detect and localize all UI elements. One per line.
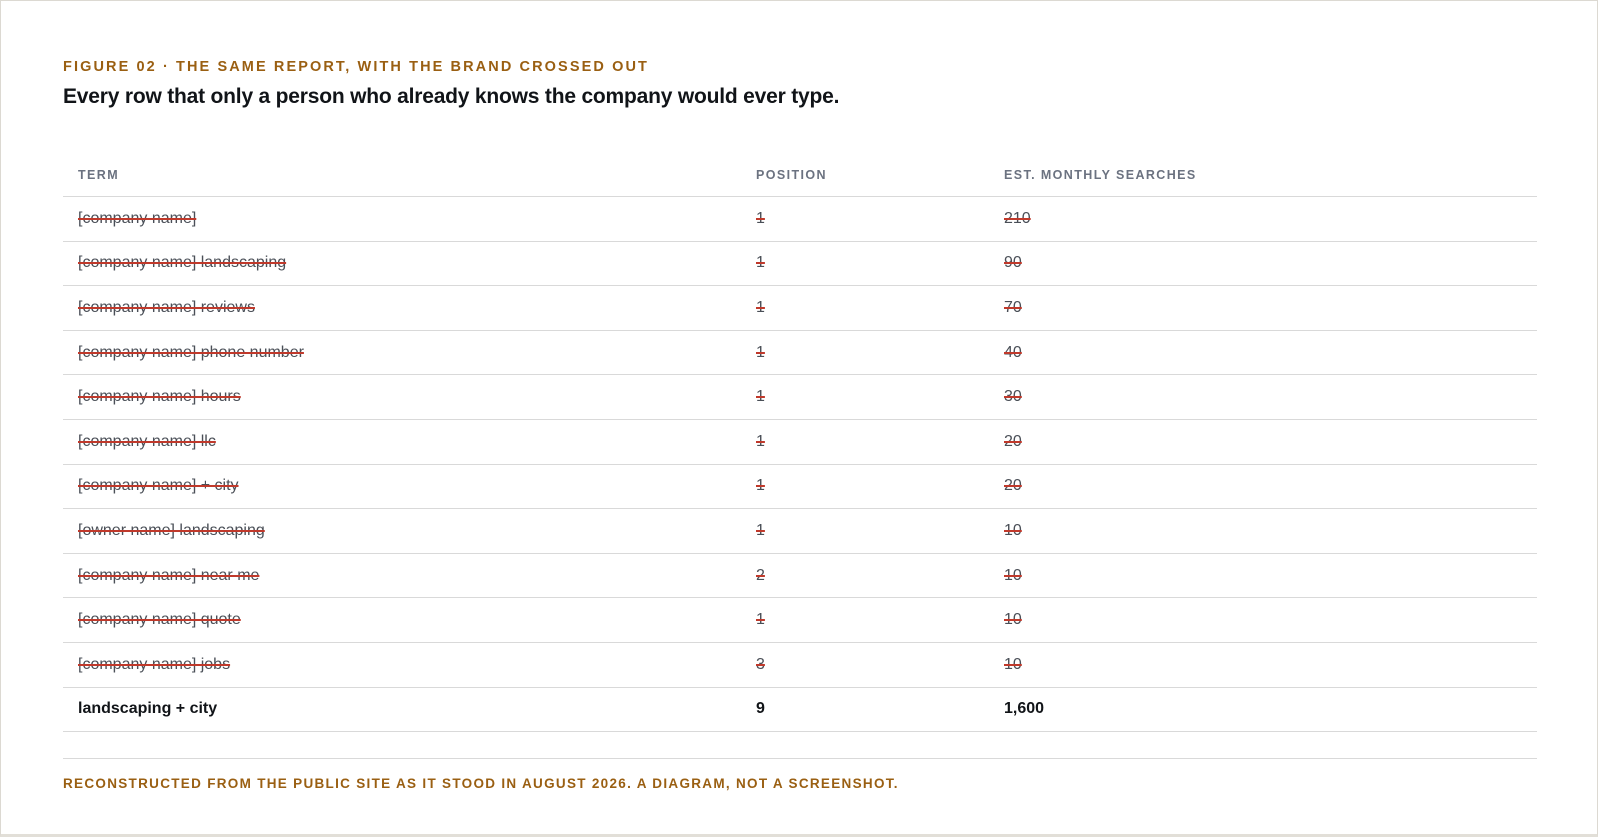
cell-searches: [989, 642, 1537, 687]
column-header-term: TERM: [63, 154, 741, 197]
keyword-report-table: [63, 154, 1537, 732]
cell-term: [63, 330, 741, 375]
figure-content: [63, 58, 1537, 807]
table-row-struck: [63, 509, 1537, 554]
table-row-struck: [63, 375, 1537, 420]
cell-term: [63, 419, 741, 464]
cell-searches: [989, 241, 1537, 286]
cell-searches-text: 40: [1004, 343, 1022, 361]
table-row-struck: [63, 464, 1537, 509]
cell-term-text: [company name] reviews: [78, 298, 255, 316]
cell-searches: [989, 509, 1537, 554]
cell-searches-text: 20: [1004, 477, 1022, 495]
cell-searches-text: 20: [1004, 432, 1022, 450]
cell-searches-text: 10: [1004, 566, 1022, 584]
column-header-searches: EST. MONTHLY SEARCHES: [989, 154, 1537, 197]
table-row-struck: [63, 197, 1537, 242]
table-row-struck: [63, 241, 1537, 286]
footer-divider: [63, 758, 1537, 759]
cell-term: [63, 642, 741, 687]
cell-position: [741, 598, 989, 643]
cell-searches-text: 30: [1004, 388, 1022, 406]
figure-headline: Every row that only a person who already knows the company would ever type.: [63, 85, 840, 108]
cell-position-text: 1: [756, 388, 765, 406]
cell-position-text: 1: [756, 611, 765, 629]
cell-searches: [989, 197, 1537, 242]
cell-term: [63, 464, 741, 509]
table-row-struck: [63, 553, 1537, 598]
cell-term: [63, 598, 741, 643]
cell-searches: [989, 464, 1537, 509]
cell-searches: [989, 286, 1537, 331]
cell-term-text: [company name] quote: [78, 611, 241, 629]
cell-position-text: 2: [756, 566, 765, 584]
figure-footnote: RECONSTRUCTED FROM THE PUBLIC SITE AS IT STOOD IN AUGUST 2026. A DIAGRAM, NOT A SCREENSHOT.: [63, 776, 899, 792]
cell-searches-text: 10: [1004, 521, 1022, 539]
cell-searches-text: 90: [1004, 254, 1022, 272]
cell-searches-text: 10: [1004, 655, 1022, 673]
cell-term: [63, 509, 741, 554]
cell-term-text: [company name] jobs: [78, 655, 231, 673]
cell-position: [741, 330, 989, 375]
cell-searches-text: 1,600: [1004, 700, 1045, 718]
table-row-struck: [63, 330, 1537, 375]
cell-searches: [989, 687, 1537, 732]
cell-position: [741, 241, 989, 286]
table-row-struck: [63, 419, 1537, 464]
figure-eyebrow: FIGURE 02 · THE SAME REPORT, WITH THE BRAND CROSSED OUT: [63, 59, 649, 75]
cell-searches: [989, 375, 1537, 420]
cell-position-text: 1: [756, 477, 765, 495]
cell-position: [741, 197, 989, 242]
cell-position-text: 1: [756, 298, 765, 316]
cell-searches: [989, 419, 1537, 464]
cell-position-text: 1: [756, 209, 765, 227]
cell-term-text: landscaping + city: [78, 700, 218, 718]
cell-term: [63, 375, 741, 420]
column-header-position: POSITION: [741, 154, 989, 197]
table-row-struck: [63, 598, 1537, 643]
cell-searches-text: 10: [1004, 611, 1022, 629]
cell-position: [741, 464, 989, 509]
cell-term: [63, 687, 741, 732]
cell-term: [63, 197, 741, 242]
table-row-struck: [63, 642, 1537, 687]
cell-term-text: [owner name] landscaping: [78, 521, 265, 539]
cell-term-text: [company name] near me: [78, 566, 260, 584]
cell-position-text: 1: [756, 254, 765, 272]
table-row-kept: [63, 687, 1537, 732]
cell-term: [63, 286, 741, 331]
cell-term-text: [company name] hours: [78, 388, 241, 406]
cell-position-text: 3: [756, 655, 765, 673]
cell-position: [741, 509, 989, 554]
cell-position: [741, 375, 989, 420]
cell-position-text: 1: [756, 521, 765, 539]
cell-position-text: 1: [756, 343, 765, 361]
cell-position-text: 1: [756, 432, 765, 450]
cell-position: [741, 553, 989, 598]
table-row-struck: [63, 286, 1537, 331]
cell-term-text: [company name] phone number: [78, 343, 304, 361]
cell-searches: [989, 553, 1537, 598]
cell-term: [63, 241, 741, 286]
cell-term-text: [company name] llc: [78, 432, 216, 450]
cell-term-text: [company name]: [78, 209, 197, 227]
cell-searches-text: 210: [1004, 209, 1031, 227]
cell-searches-text: 70: [1004, 298, 1022, 316]
table-body: [63, 197, 1537, 732]
cell-searches: [989, 598, 1537, 643]
cell-position: [741, 642, 989, 687]
cell-term-text: [company name] + city: [78, 477, 239, 495]
cell-term-text: [company name] landscaping: [78, 254, 287, 272]
cell-position: [741, 687, 989, 732]
cell-searches: [989, 330, 1537, 375]
cell-position-text: 9: [756, 700, 765, 718]
cell-position: [741, 419, 989, 464]
cell-position: [741, 286, 989, 331]
table-header-row: [63, 154, 1537, 197]
cell-term: [63, 553, 741, 598]
